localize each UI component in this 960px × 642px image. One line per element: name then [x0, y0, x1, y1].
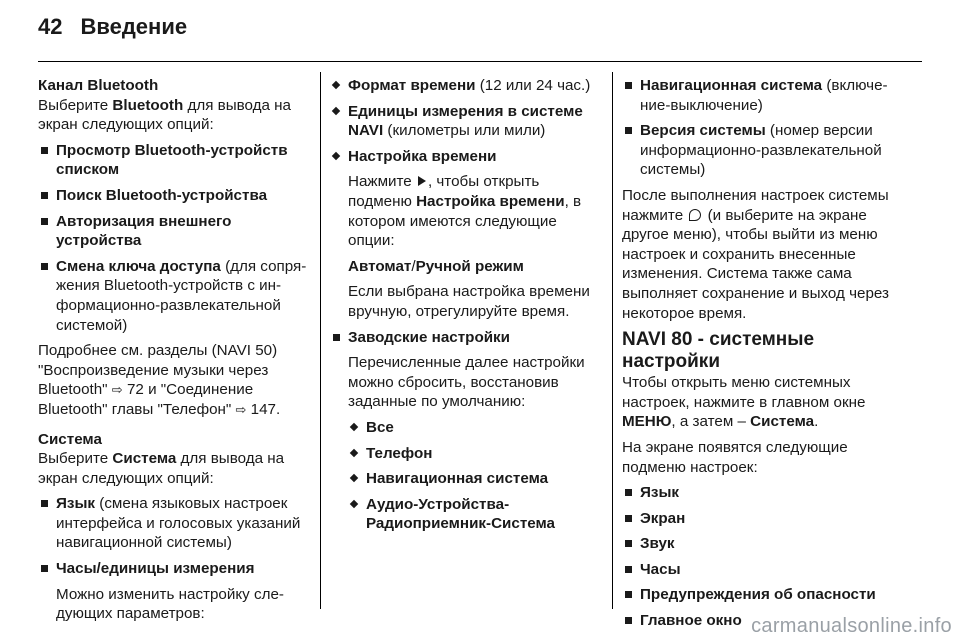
clock-units-description: Можно изменить настройку следующих параметров:	[56, 585, 284, 623]
list-item: Язык (смена языковых настроек интерфейса и голосовых указаний навигационной системы)	[38, 494, 310, 553]
back-icon	[689, 209, 701, 221]
list-item: Единицы измерения в системе NAVI (километры или мили)	[330, 102, 606, 141]
column-divider-1	[320, 72, 321, 609]
column-2	[330, 76, 606, 540]
navi80-intro: Чтобы открыть меню системных настроек, нажмите в главном окне МЕНЮ, а затем – Система.	[622, 374, 866, 431]
list-item: Поиск Bluetooth-устройства	[38, 186, 310, 206]
section-heading-system: Система	[38, 430, 102, 448]
list-item: Главное окно	[622, 611, 908, 631]
list-item: Смена ключа доступа (для сопряжения Bluetooth-устройств с информационно-развлекательной системой)	[38, 257, 310, 335]
page-reference-icon: ⇨	[111, 382, 123, 398]
list-item: Предупреждения об опасности	[622, 585, 908, 605]
list-item: Часы	[622, 560, 908, 580]
header-divider	[38, 61, 922, 62]
section-heading-navi80: NAVI 80 - системные настройки	[622, 329, 815, 373]
bluetooth-intro: Выберите Bluetooth для вывода на экран следующих опций:	[38, 96, 292, 134]
page-number: 42	[38, 14, 63, 39]
play-arrow-icon	[418, 176, 426, 186]
page-title: Введение	[80, 14, 188, 39]
list-item: Телефон	[348, 444, 606, 464]
list-item: Формат времени (12 или 24 час.)	[330, 76, 606, 96]
list-item: Версия системы (номер версии информационно-развлекательной системы)	[622, 121, 908, 180]
column-3	[622, 76, 908, 637]
factory-reset-description: Перечисленные далее настройки можно сбросить, восстановив заданные по умолчанию:	[348, 354, 585, 411]
page-header	[38, 14, 187, 50]
list-item: Заводские настройки	[330, 328, 606, 348]
section-heading-bluetooth: Канал Bluetooth	[38, 77, 159, 94]
list-item: Звук	[622, 534, 908, 554]
list-item: Просмотр Bluetooth-устройств списком	[38, 141, 310, 180]
exit-settings-paragraph: После выполнения настроек системы нажмите (и выберите на экране другое меню), чтобы выйти из меню настроек и сохранить внесенные изменения. Система также сама выполняет сохранение и выход через некоторое время.	[622, 186, 889, 322]
list-item: Навигационная система (включение-выключение)	[622, 76, 908, 115]
list-item: Часы/единицы измерения	[38, 559, 310, 579]
column-1	[38, 76, 310, 630]
system-intro: Выберите Система для вывода на экран следующих опций:	[38, 450, 285, 487]
list-item: Авторизация внешнего устройства	[38, 212, 310, 251]
list-item: Экран	[622, 509, 908, 529]
navi80-submenus-intro: На экране появятся следующие подменю настроек:	[622, 438, 848, 476]
bluetooth-reference: Подробнее см. разделы (NAVI 50) "Воспроизведение музыки через Bluetooth" ⇨ 72 и "Соединение Bluetooth" главы "Телефон" ⇨ 147.	[38, 342, 281, 418]
manual-time-note: Если выбрана настройка времени вручную, отрегулируйте время.	[348, 283, 590, 320]
column-divider-2	[612, 72, 613, 609]
list-item: Аудио-Устройства-Радиоприемник-Система	[348, 495, 606, 534]
list-item: Настройка времени	[330, 147, 606, 167]
watermark: carmanualsonline.info	[751, 615, 952, 637]
page-reference-icon: ⇨	[235, 401, 247, 417]
time-mode-options: Автомат/Ручной режим	[348, 257, 524, 275]
list-item: Язык	[622, 483, 908, 503]
list-item: Все	[348, 418, 606, 438]
list-item: Навигационная система	[348, 469, 606, 489]
time-setting-description: Нажмите , чтобы открыть подменю Настройка времени, в котором имеются следующие опции:	[348, 173, 582, 250]
